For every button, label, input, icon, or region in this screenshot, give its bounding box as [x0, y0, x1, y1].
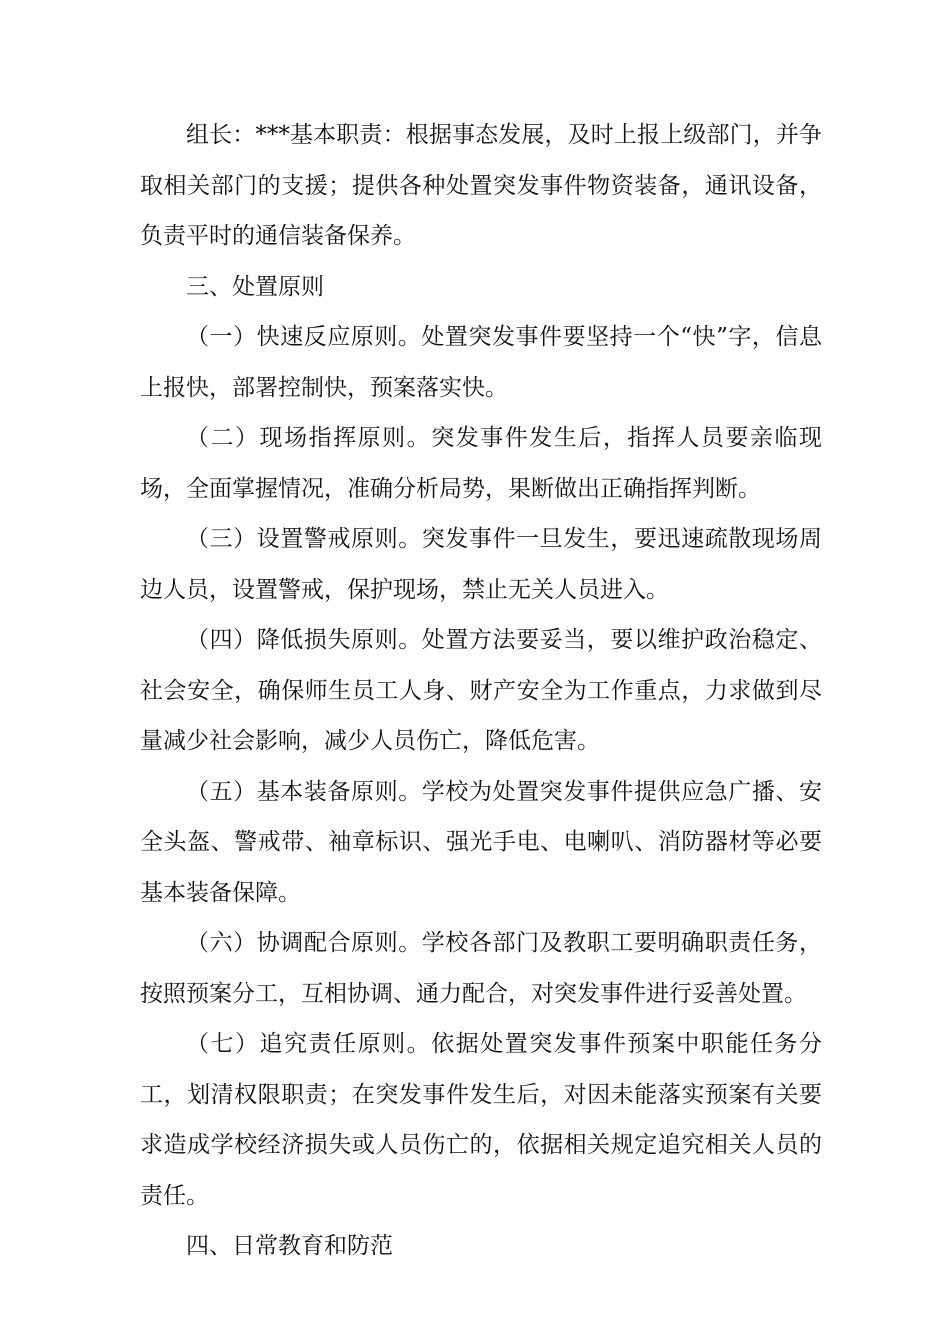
paragraph-principle-7: （七）追究责任原则。依据处置突发事件预案中职能任务分工，划清权限职责；在突发事件发生后，对因未能落实预案有关要求造成学校经济损失或人员伤亡的，依据相关规定追究相关人员的责任。	[140, 1031, 822, 1209]
paragraph-principle-4: （四）降低损失原则。处置方法要妥当，要以维护政治稳定、社会安全，确保师生员工人身、财产安全为工作重点，力求做到尽量减少社会影响，减少人员伤亡，降低危害。	[140, 627, 822, 754]
paragraph-principle-1: （一）快速反应原则。处置突发事件要坚持一个“快”字，信息上报快，部署控制快，预案落实快。	[140, 324, 822, 401]
paragraph-principle-5: （五）基本装备原则。学校为处置突发事件提供应急广播、安全头盔、警戒带、袖章标识、强光手电、电喇叭、消防器材等必要基本装备保障。	[140, 778, 822, 906]
document-body	[140, 110, 822, 1272]
section-heading-disposal-principles: 三、处置原则	[186, 273, 324, 300]
paragraph-principle-3: （三）设置警戒原则。突发事件一旦发生，要迅速疏散现场周边人员，设置警戒，保护现场，禁止无关人员进入。	[140, 526, 822, 603]
section-heading-daily-education: 四、日常教育和防范	[186, 1233, 393, 1259]
paragraph-principle-6: （六）协调配合原则。学校各部门及教职工要明确职责任务，按照预案分工，互相协调、通力配合，对突发事件进行妥善处置。	[140, 930, 822, 1007]
paragraph-principle-2: （二）现场指挥原则。突发事件发生后，指挥人员要亲临现场，全面掌握情况，准确分析局势，果断做出正确指挥判断。	[140, 425, 822, 502]
paragraph-team-leader-duties: 组长：***基本职责：根据事态发展，及时上报上级部门，并争取相关部门的支援；提供各种处置突发事件物资装备，通讯设备，负责平时的通信装备保养。	[140, 122, 822, 249]
